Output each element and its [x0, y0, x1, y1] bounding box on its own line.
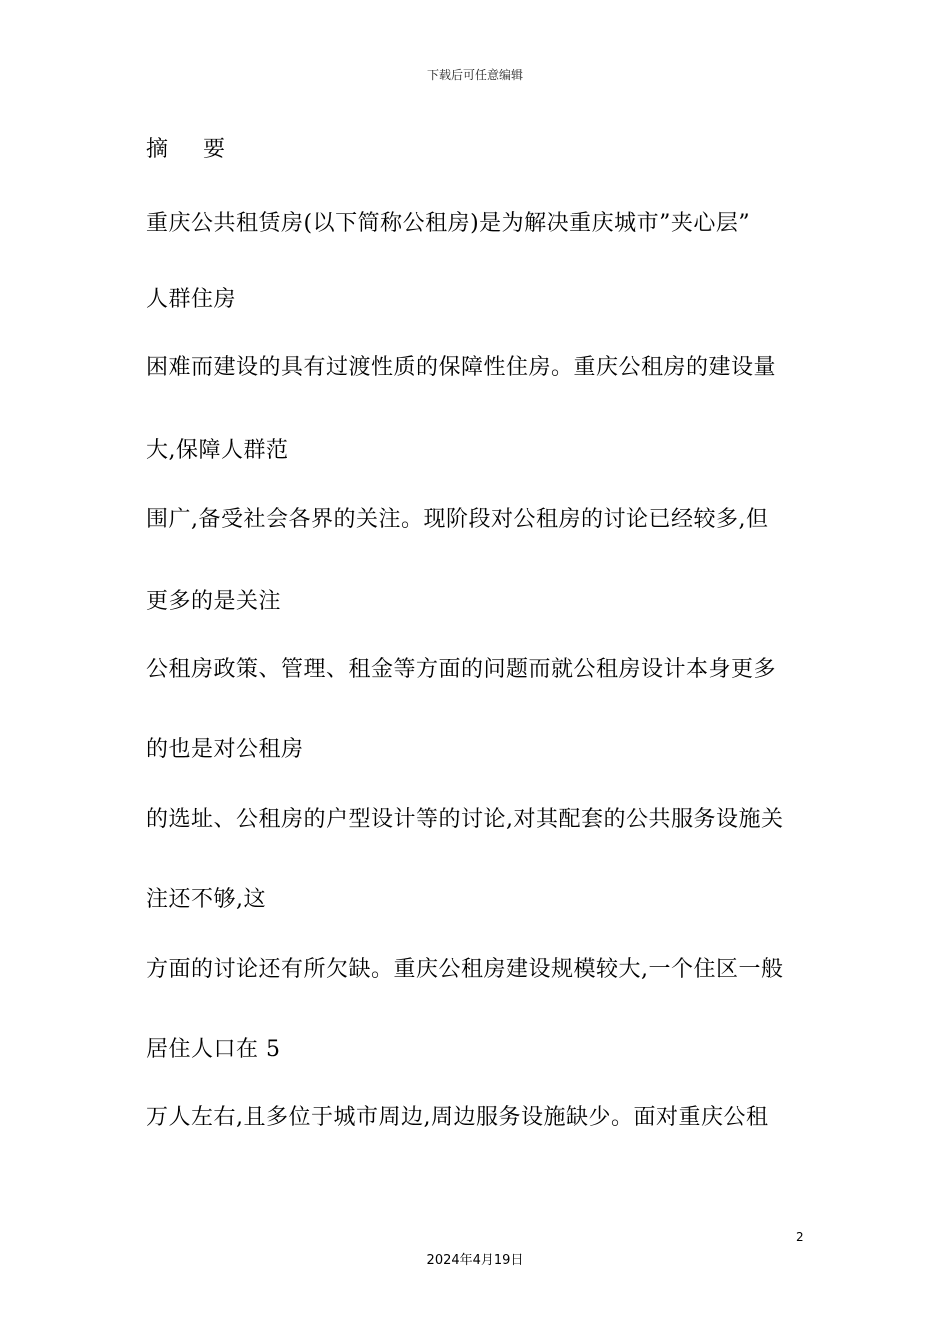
text-line-1: 重庆公共租赁房(以下简称公租房)是为解决重庆城市”夹心层” — [146, 211, 751, 236]
text-line-9: 的选址、公租房的户型设计等的讨论,对其配套的公共服务设施关 — [146, 807, 784, 832]
text-line-13: 万人左右,且多位于城市周边,周边服务设施缺少。面对重庆公租 — [146, 1105, 769, 1130]
footer-date: 2024年4月19日 — [426, 1253, 524, 1268]
text-line-10: 注还不够,这 — [146, 887, 266, 912]
page-number: 2 — [796, 1230, 804, 1244]
text-line-3: 困难而建设的具有过渡性质的保障性住房。重庆公租房的建设量 — [146, 355, 777, 380]
text-line-6: 更多的是关注 — [146, 589, 282, 614]
text-line-5: 围广,备受社会各界的关注。现阶段对公租房的讨论已经较多,但 — [146, 507, 769, 532]
text-line-8: 的也是对公租房 — [146, 737, 304, 762]
text-line-11: 方面的讨论还有所欠缺。重庆公租房建设规模较大,一个住区一般 — [146, 957, 784, 982]
text-line-4: 大,保障人群范 — [146, 438, 289, 463]
abstract-heading: 摘 要 — [146, 137, 239, 162]
text-line-7: 公租房政策、管理、租金等方面的问题而就公租房设计本身更多 — [146, 657, 777, 682]
page-header: 下载后可任意编辑 — [426, 68, 523, 82]
text-line-12: 居住人口在 5 — [146, 1037, 281, 1062]
text-line-2: 人群住房 — [146, 287, 237, 312]
